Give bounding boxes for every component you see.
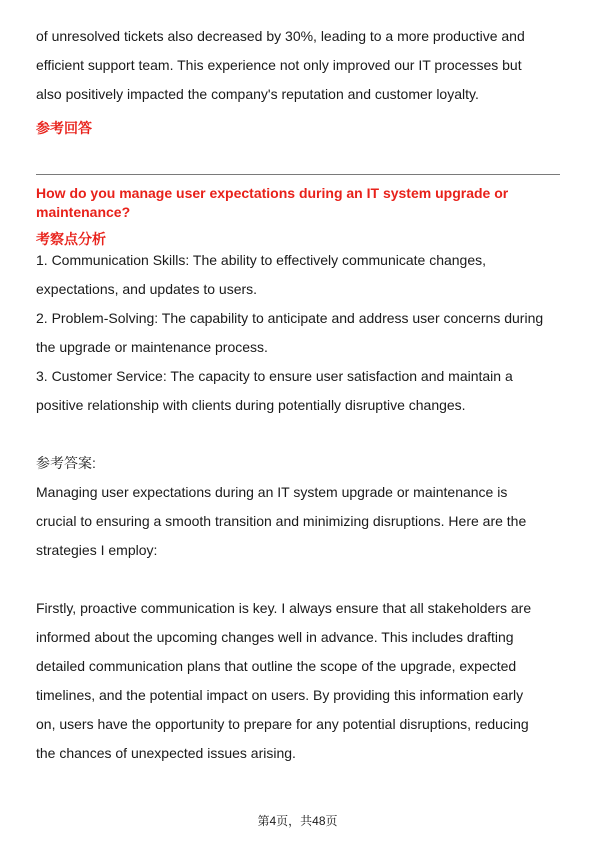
analysis-line: 2. Problem-Solving: The capability to anticipate and address user concerns during [36, 310, 544, 326]
answer-label: 参考答案: [36, 455, 96, 471]
analysis-line: expectations, and updates to users. [36, 281, 258, 297]
answer-line: informed about the upcoming changes well in advance. This includes drafting [36, 629, 514, 645]
answer-line: timelines, and the potential impact on users. By providing this information early [36, 687, 524, 703]
answer-line: the chances of unexpected issues arising. [36, 745, 296, 761]
analysis-line: the upgrade or maintenance process. [36, 339, 268, 355]
document-page [36, 22, 560, 768]
answer-intro [36, 478, 560, 565]
analysis-line: 1. Communication Skills: The ability to effectively communicate changes, [36, 252, 487, 268]
reference-answer-label: 参考回答 [36, 120, 92, 136]
text-line: efficient support team. This experience not only improved our IT processes but [36, 57, 522, 73]
page-number: 第4页，共48页 [257, 814, 338, 828]
analysis-line: positive relationship with clients during potentially disruptive changes. [36, 397, 466, 413]
answer-line: detailed communication plans that outline the scope of the upgrade, expected [36, 658, 517, 674]
analysis-line: 3. Customer Service: The capacity to ensure user satisfaction and maintain a [36, 368, 513, 384]
answer-body [36, 594, 560, 768]
answer-line: Managing user expectations during an IT system upgrade or maintenance is [36, 484, 508, 500]
previous-answer-text [36, 22, 560, 109]
answer-line: on, users have the opportunity to prepare for any potential disruptions, reducing [36, 716, 529, 732]
text-line: also positively impacted the company's reputation and customer loyalty. [36, 86, 479, 102]
question-line: maintenance? [36, 204, 131, 220]
text-line: of unresolved tickets also decreased by 30%, leading to a more productive and [36, 28, 525, 44]
analysis-label: 考察点分析 [36, 231, 106, 247]
question-heading [36, 184, 560, 222]
analysis-points [36, 246, 560, 420]
answer-line: crucial to ensuring a smooth transition and minimizing disruptions. Here are the [36, 513, 527, 529]
question-line: How do you manage user expectations during an IT system upgrade or [36, 185, 509, 201]
answer-line: Firstly, proactive communication is key. I always ensure that all stakeholders are [36, 600, 532, 616]
section-divider [36, 174, 560, 175]
answer-line: strategies I employ: [36, 542, 158, 558]
